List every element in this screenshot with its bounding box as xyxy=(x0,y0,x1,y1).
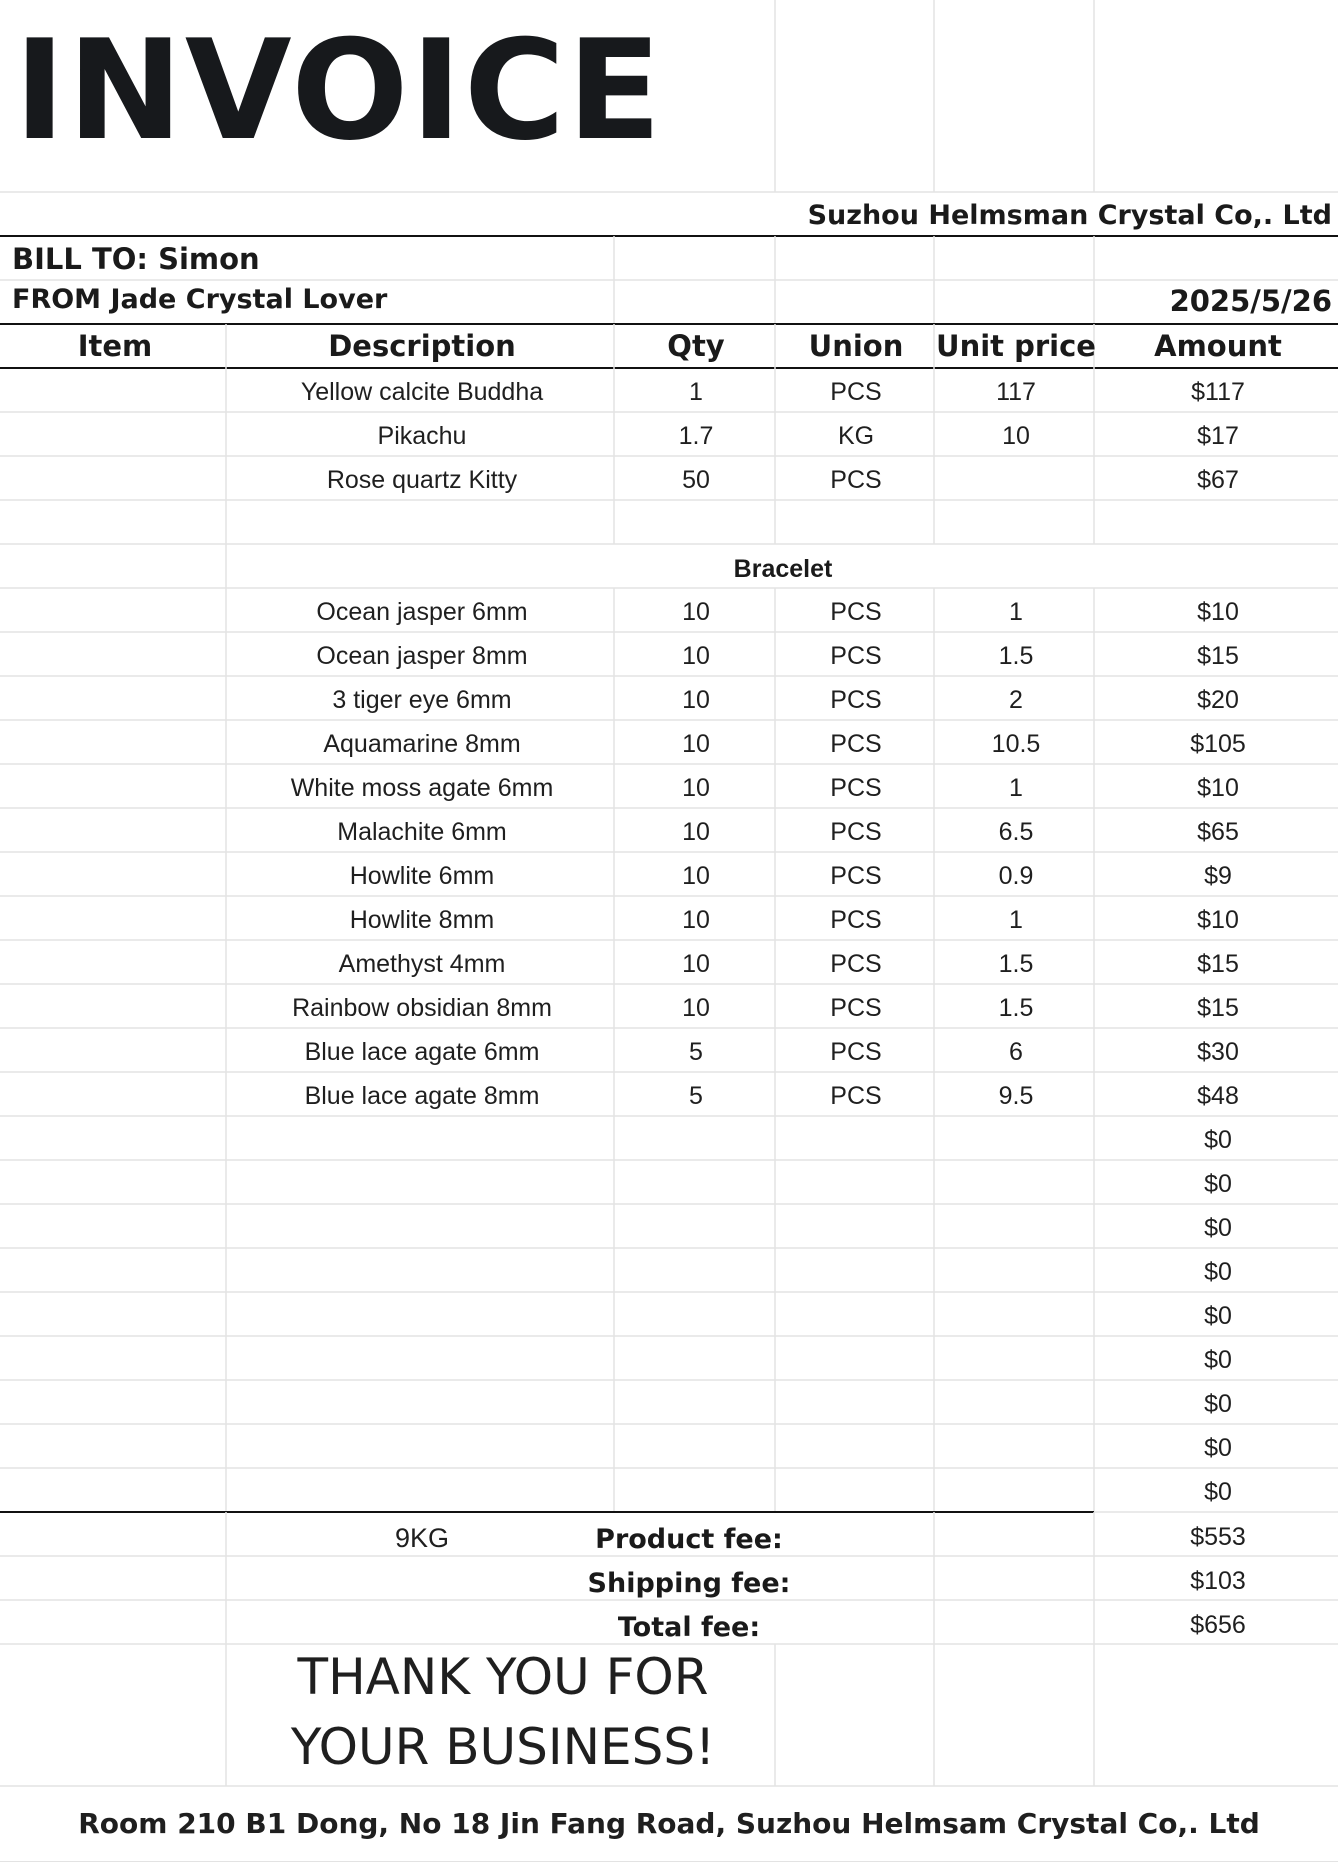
item-description: Pikachu xyxy=(377,422,467,450)
item-description: Malachite 6mm xyxy=(337,818,507,846)
item-description: 3 tiger eye 6mm xyxy=(332,686,512,714)
item-qty: 1 xyxy=(689,378,703,406)
item-qty: 10 xyxy=(682,774,710,802)
total-fee-value: $656 xyxy=(1190,1611,1246,1639)
item-description: Blue lace agate 6mm xyxy=(304,1038,540,1066)
shipping-fee-value: $103 xyxy=(1190,1567,1246,1595)
item-description: Aquamarine 8mm xyxy=(323,730,521,758)
item-unit-price: 117 xyxy=(996,378,1036,406)
product-fee-value: $553 xyxy=(1190,1523,1246,1551)
column-header-item: Item xyxy=(77,329,153,363)
empty-row-amount: $0 xyxy=(1204,1214,1232,1242)
shipping-fee-label: Shipping fee: xyxy=(587,1568,791,1599)
from-line: FROM Jade Crystal Lover xyxy=(12,284,388,315)
item-amount: $48 xyxy=(1197,1082,1239,1110)
item-qty: 50 xyxy=(682,466,710,494)
item-qty: 10 xyxy=(682,818,710,846)
item-unit: PCS xyxy=(830,1082,882,1110)
item-unit: PCS xyxy=(830,818,882,846)
item-qty: 10 xyxy=(682,862,710,890)
item-description: Rainbow obsidian 8mm xyxy=(292,994,552,1022)
column-header-amount: Amount xyxy=(1154,329,1282,363)
item-unit-price: 6 xyxy=(1009,1038,1023,1066)
item-description: Rose quartz Kitty xyxy=(326,466,518,494)
item-unit-price: 0.9 xyxy=(998,862,1034,890)
bill-to: BILL TO: Simon xyxy=(12,242,260,276)
item-description: Ocean jasper 8mm xyxy=(316,642,528,670)
product-fee-label: Product fee: xyxy=(595,1524,783,1555)
item-unit: PCS xyxy=(830,686,882,714)
item-description: Howlite 6mm xyxy=(349,862,495,890)
company-name: Suzhou Helmsman Crystal Co,. Ltd xyxy=(807,200,1332,231)
item-unit: PCS xyxy=(830,1038,882,1066)
item-unit: PCS xyxy=(830,642,882,670)
item-qty: 10 xyxy=(682,598,710,626)
total-weight: 9KG xyxy=(394,1523,450,1553)
item-unit: PCS xyxy=(830,862,882,890)
item-unit: PCS xyxy=(830,906,882,934)
item-amount: $117 xyxy=(1191,378,1245,406)
item-amount: $17 xyxy=(1197,422,1239,450)
item-qty: 10 xyxy=(682,642,710,670)
item-description: Blue lace agate 8mm xyxy=(304,1082,540,1110)
item-unit: KG xyxy=(837,422,875,450)
item-unit: PCS xyxy=(830,378,882,406)
invoice-date: 2025/5/26 xyxy=(1169,284,1332,318)
item-unit-price: 1.5 xyxy=(998,642,1034,670)
item-unit: PCS xyxy=(830,598,882,626)
item-amount: $10 xyxy=(1197,598,1239,626)
empty-row-amount: $0 xyxy=(1204,1126,1232,1154)
item-qty: 10 xyxy=(682,730,710,758)
item-unit-price: 2 xyxy=(1009,686,1023,714)
item-unit: PCS xyxy=(830,950,882,978)
empty-row-amount: $0 xyxy=(1204,1258,1232,1286)
column-header-unit-price: Unit price xyxy=(936,329,1096,363)
footer-address: Room 210 B1 Dong, No 18 Jin Fang Road, Suzhou Helmsam Crystal Co,. Ltd xyxy=(78,1807,1260,1840)
item-amount: $20 xyxy=(1197,686,1239,714)
column-header-qty: Qty xyxy=(667,329,725,363)
empty-row-amount: $0 xyxy=(1204,1346,1232,1374)
item-amount: $10 xyxy=(1197,774,1239,802)
item-unit-price: 10.5 xyxy=(991,730,1041,758)
item-unit-price: 1.5 xyxy=(998,950,1034,978)
item-amount: $9 xyxy=(1204,862,1232,890)
item-amount: $105 xyxy=(1190,730,1246,758)
item-amount: $10 xyxy=(1197,906,1239,934)
item-description: Howlite 8mm xyxy=(349,906,495,934)
item-qty: 10 xyxy=(682,950,710,978)
item-unit: PCS xyxy=(830,994,882,1022)
item-description: Yellow calcite Buddha xyxy=(300,378,544,406)
item-unit-price: 1 xyxy=(1009,774,1023,802)
item-amount: $15 xyxy=(1197,950,1239,978)
item-amount: $15 xyxy=(1197,642,1239,670)
empty-row-amount: $0 xyxy=(1204,1170,1232,1198)
empty-row-amount: $0 xyxy=(1204,1302,1232,1330)
item-unit: PCS xyxy=(830,774,882,802)
item-qty: 1.7 xyxy=(678,422,714,450)
item-qty: 5 xyxy=(689,1082,703,1110)
item-amount: $67 xyxy=(1197,466,1239,494)
item-amount: $65 xyxy=(1197,818,1239,846)
item-unit-price: 1 xyxy=(1009,598,1023,626)
item-qty: 10 xyxy=(682,994,710,1022)
item-description: White moss agate 6mm xyxy=(290,774,554,802)
item-amount: $30 xyxy=(1197,1038,1239,1066)
column-header-union: Union xyxy=(808,329,904,363)
item-qty: 10 xyxy=(682,906,710,934)
section-label-bracelet: Bracelet xyxy=(733,555,833,583)
item-unit-price: 9.5 xyxy=(998,1082,1034,1110)
invoice-title: INVOICE xyxy=(14,10,664,171)
item-unit: PCS xyxy=(830,730,882,758)
total-fee-label: Total fee: xyxy=(617,1612,761,1643)
empty-row-amount: $0 xyxy=(1204,1390,1232,1418)
empty-row-amount: $0 xyxy=(1204,1434,1232,1462)
item-amount: $15 xyxy=(1197,994,1239,1022)
item-unit-price: 10 xyxy=(1002,422,1030,450)
item-description: Ocean jasper 6mm xyxy=(316,598,528,626)
item-unit-price: 1 xyxy=(1009,906,1023,934)
item-description: Amethyst 4mm xyxy=(338,950,506,978)
item-qty: 10 xyxy=(682,686,710,714)
item-qty: 5 xyxy=(689,1038,703,1066)
empty-row-amount: $0 xyxy=(1204,1478,1232,1506)
thanks-line-1: THANK YOU FOR xyxy=(297,1648,709,1706)
item-unit: PCS xyxy=(830,466,882,494)
thanks-line-2: YOUR BUSINESS! xyxy=(290,1718,716,1776)
item-unit-price: 1.5 xyxy=(998,994,1034,1022)
column-header-description: Description xyxy=(328,329,516,363)
item-unit-price: 6.5 xyxy=(998,818,1034,846)
